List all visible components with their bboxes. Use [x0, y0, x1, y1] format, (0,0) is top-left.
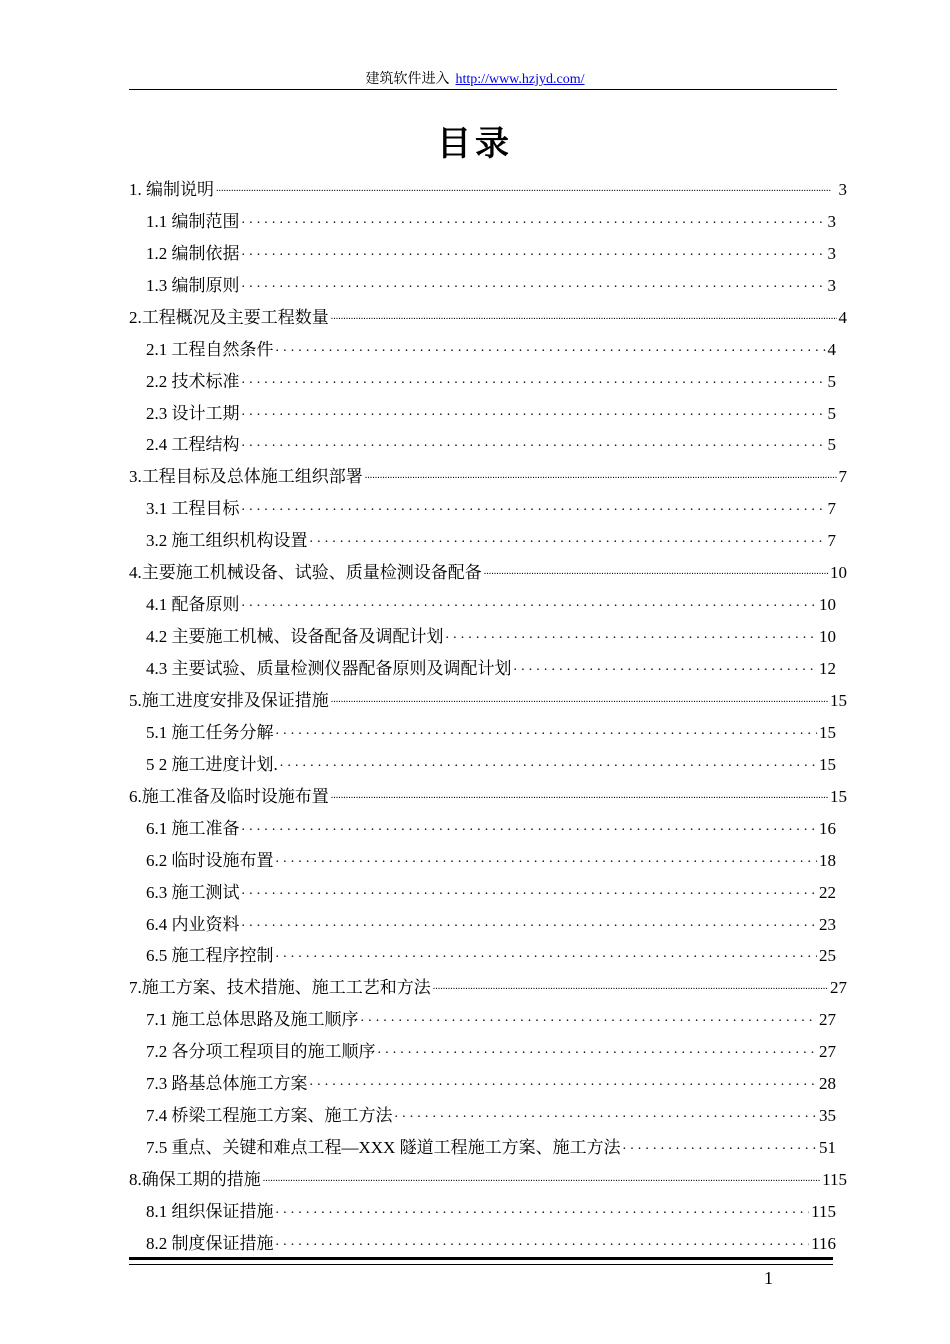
toc-entry-page: 5	[827, 371, 836, 391]
toc-entry-label: 4.主要施工机械设备、试验、质量检测设备配备	[129, 563, 482, 583]
header-link[interactable]: http://www.hzjyd.com/	[455, 72, 585, 87]
toc-entry-page: 15	[819, 754, 836, 774]
toc-entry-label: 4.2 主要施工机械、设备配备及调配计划	[146, 627, 444, 647]
toc-entry[interactable]	[129, 1030, 836, 1062]
toc-dot-leader	[276, 1202, 810, 1216]
toc-entry[interactable]	[129, 1158, 847, 1190]
toc-dot-leader	[484, 563, 828, 577]
toc-dot-leader	[331, 787, 828, 801]
toc-entry-label: 7.2 各分项工程项目的施工顺序	[146, 1042, 376, 1062]
toc-entry-label: 5.1 施工任务分解	[146, 722, 274, 742]
header-text: 建筑软件进入	[365, 72, 450, 87]
footer-divider-thick	[129, 1257, 833, 1260]
toc-dot-leader	[361, 1010, 818, 1024]
toc-entry-page: 22	[819, 882, 836, 902]
page-title: 目录	[437, 126, 513, 163]
toc-entry[interactable]	[129, 615, 836, 647]
toc-entry-label: 5 2 施工进度计划.	[146, 754, 278, 774]
toc-dot-leader	[280, 755, 817, 769]
toc-dot-leader	[242, 883, 818, 897]
toc-entry[interactable]	[129, 1222, 836, 1254]
toc-entry-page: 27	[830, 978, 847, 998]
toc-entry[interactable]	[129, 679, 847, 711]
toc-dot-leader	[276, 851, 818, 865]
toc-dot-leader	[242, 244, 826, 258]
toc-entry-label: 1.1 编制范围	[146, 211, 240, 231]
toc-entry[interactable]	[129, 200, 836, 232]
toc-dot-leader	[242, 499, 826, 513]
toc-entry-page: 15	[830, 786, 847, 806]
toc-entry[interactable]	[129, 551, 847, 583]
toc-dot-leader	[623, 1138, 817, 1152]
toc-entry-page: 115	[822, 1170, 847, 1189]
toc-entry-label: 7.3 路基总体施工方案	[146, 1074, 308, 1094]
table-of-contents	[129, 168, 847, 1254]
toc-entry-page: 4	[838, 307, 847, 327]
toc-entry[interactable]	[129, 807, 836, 839]
toc-dot-leader	[331, 691, 828, 705]
toc-dot-leader	[395, 1106, 818, 1120]
toc-dot-leader	[310, 531, 826, 545]
toc-entry[interactable]	[129, 998, 836, 1030]
toc-entry[interactable]	[129, 328, 836, 360]
toc-dot-leader	[276, 946, 818, 960]
toc-entry-label: 6.5 施工程序控制	[146, 946, 274, 966]
toc-entry-label: 2.工程概况及主要工程数量	[129, 307, 329, 327]
toc-entry-label: 4.3 主要试验、质量检测仪器配备原则及调配计划	[146, 659, 512, 678]
toc-entry[interactable]	[129, 168, 847, 200]
toc-dot-leader	[216, 180, 837, 194]
toc-entry[interactable]	[129, 935, 836, 967]
toc-dot-leader	[331, 308, 837, 322]
toc-entry[interactable]	[129, 871, 836, 903]
toc-entry-label: 1.2 编制依据	[146, 243, 240, 263]
toc-entry-page: 116	[811, 1233, 836, 1253]
toc-entry-page: 7	[838, 467, 847, 487]
toc-entry-page: 7	[827, 531, 836, 551]
toc-entry-page: 10	[830, 563, 847, 583]
toc-entry-label: 6.2 临时设施布置	[146, 850, 274, 870]
toc-entry-page: 10	[819, 627, 836, 647]
page-header	[0, 68, 950, 88]
toc-dot-leader	[365, 467, 837, 481]
toc-entry-label: 2.3 设计工期	[146, 403, 240, 423]
toc-entry-label: 6.4 内业资料	[146, 914, 240, 934]
toc-entry-label: 2.2 技术标准	[146, 371, 240, 391]
toc-entry-label: 8.确保工期的措施	[129, 1170, 261, 1189]
toc-entry-page: 35	[819, 1106, 836, 1126]
toc-entry-page: 18	[819, 850, 836, 870]
toc-entry[interactable]	[129, 1190, 836, 1222]
toc-dot-leader	[276, 1234, 810, 1248]
toc-entry-label: 8.1 组织保证措施	[146, 1201, 274, 1221]
toc-entry-label: 7.施工方案、技术措施、施工工艺和方法	[129, 978, 431, 998]
toc-entry[interactable]	[129, 487, 836, 519]
toc-dot-leader	[276, 340, 826, 354]
toc-dot-leader	[242, 435, 826, 449]
toc-entry-page: 15	[819, 722, 836, 742]
toc-dot-leader	[242, 819, 818, 833]
toc-entry[interactable]	[129, 424, 836, 456]
toc-entry-label: 7.5 重点、关键和难点工程—XXX 隧道工程施工方案、施工方法	[146, 1138, 621, 1158]
toc-dot-leader	[446, 627, 818, 641]
toc-entry-page: 115	[811, 1201, 836, 1221]
toc-entry[interactable]	[129, 903, 836, 935]
toc-entry[interactable]	[129, 392, 836, 424]
toc-dot-leader	[242, 595, 818, 609]
toc-entry-page: 16	[819, 818, 836, 838]
toc-entry-page: 12	[819, 659, 836, 678]
toc-entry-page: 4	[827, 339, 836, 359]
toc-entry-page: 3	[838, 179, 847, 199]
toc-dot-leader	[242, 212, 826, 226]
toc-entry[interactable]	[129, 232, 836, 264]
toc-entry-page: 15	[830, 690, 847, 710]
toc-dot-leader	[242, 276, 826, 290]
toc-entry-page: 27	[819, 1010, 836, 1030]
toc-entry-label: 6.3 施工测试	[146, 882, 240, 902]
footer-divider-thin	[129, 1264, 833, 1265]
toc-entry-label: 4.1 配备原则	[146, 595, 240, 615]
toc-entry-page: 5	[827, 435, 836, 455]
toc-dot-leader	[276, 723, 818, 737]
toc-entry-page: 3	[827, 275, 836, 295]
toc-entry[interactable]	[129, 583, 836, 615]
toc-entry-label: 2.1 工程自然条件	[146, 339, 274, 359]
toc-entry[interactable]	[129, 775, 847, 807]
toc-entry[interactable]	[129, 455, 847, 487]
toc-entry[interactable]	[129, 1126, 836, 1158]
toc-entry-page: 51	[819, 1138, 836, 1158]
toc-entry-page: 5	[827, 403, 836, 423]
toc-entry-page: 25	[819, 946, 836, 966]
toc-entry[interactable]	[129, 966, 847, 998]
toc-entry-label: 6.1 施工准备	[146, 818, 240, 838]
toc-dot-leader	[242, 404, 826, 418]
toc-entry-page: 3	[827, 243, 836, 263]
toc-entry[interactable]	[129, 743, 836, 775]
toc-entry-page: 27	[819, 1042, 836, 1062]
toc-entry[interactable]	[129, 711, 836, 743]
toc-entry-label: 1. 编制说明	[129, 179, 214, 199]
toc-entry-label: 3.工程目标及总体施工组织部署	[129, 467, 363, 487]
toc-entry[interactable]	[129, 296, 847, 328]
toc-dot-leader	[514, 659, 818, 673]
toc-entry-label: 8.2 制度保证措施	[146, 1233, 274, 1253]
toc-entry-label: 3.1 工程目标	[146, 499, 240, 519]
toc-entry[interactable]	[129, 264, 836, 296]
toc-entry-label: 2.4 工程结构	[146, 435, 240, 455]
toc-entry[interactable]	[129, 839, 836, 871]
toc-dot-leader	[242, 915, 818, 929]
toc-entry-label: 3.2 施工组织机构设置	[146, 531, 308, 551]
toc-entry[interactable]	[129, 1062, 836, 1094]
toc-entry-label: 7.4 桥梁工程施工方案、施工方法	[146, 1106, 393, 1126]
toc-entry[interactable]	[129, 360, 836, 392]
toc-entry-page: 7	[827, 499, 836, 519]
toc-entry-label: 5.施工进度安排及保证措施	[129, 690, 329, 710]
toc-entry-page: 28	[819, 1074, 836, 1094]
toc-dot-leader	[433, 978, 828, 992]
toc-entry-label: 6.施工准备及临时设施布置	[129, 786, 329, 806]
page-number: 1	[764, 1268, 773, 1288]
toc-dot-leader	[242, 372, 826, 386]
toc-entry[interactable]	[129, 647, 836, 679]
toc-entry[interactable]	[129, 519, 836, 551]
toc-entry-page: 10	[819, 595, 836, 615]
header-divider	[129, 89, 837, 90]
toc-entry-page: 3	[827, 211, 836, 231]
toc-entry-page: 23	[819, 914, 836, 934]
toc-entry[interactable]	[129, 1094, 836, 1126]
toc-entry-label: 1.3 编制原则	[146, 275, 240, 295]
toc-dot-leader	[378, 1042, 818, 1056]
toc-dot-leader	[310, 1074, 818, 1088]
toc-entry-label: 7.1 施工总体思路及施工顺序	[146, 1010, 359, 1030]
toc-dot-leader	[263, 1170, 820, 1184]
